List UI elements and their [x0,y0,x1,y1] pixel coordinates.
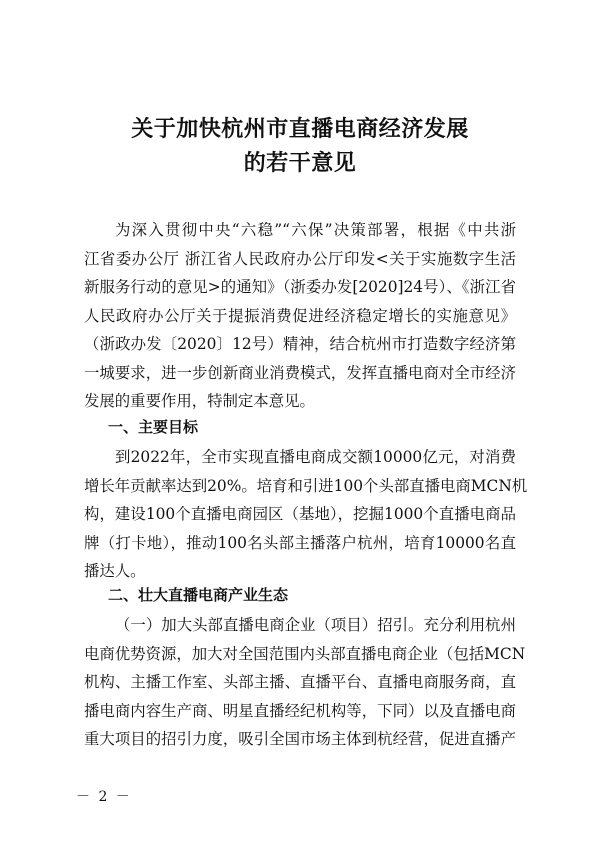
section-heading-industry-ecosystem: 二、壮大直播电商产业生态 [108,586,289,604]
paragraph-line: 播达人。 [84,562,146,580]
intro-line: 江省委办公厅 浙江省人民政府办公厅印发<关于实施数字生活 [84,249,516,268]
section-heading-main-goals: 一、主要目标 [108,418,199,436]
document-title-line-2: 的若干意见 [243,150,357,176]
intro-line: 发展的重要作用，特制定本意见。 [84,392,315,410]
industry-ecosystem-paragraph [84,611,526,754]
paragraph-line: 增长年贡献率达到20%。培育和引进100个头部直播电商MCN机 [84,476,528,495]
paragraph-line: 电商优势资源，加大对全国范围内头部直播电商企业（包括MCN [84,644,526,663]
paragraph-line: 播电商内容生产商、明星直播经纪机构等，下同）以及直播电商 [84,701,516,720]
document-title-line-1: 关于加快杭州市直播电商经济发展 [131,116,469,142]
intro-line: 人民政府办公厅关于提振消费促进经济稳定增长的实施意见》 [84,306,516,325]
paragraph-line: （一）加大头部直播电商企业（项目）招引。充分利用杭州 [115,616,516,634]
paragraph-line: 重大项目的招引力度，吸引全国市场主体到杭经营，促进直播产 [84,730,516,748]
paragraph-line: 构，建设100个直播电商园区（基地），挖掘1000个直播电商品 [84,505,516,523]
page-number: － 2 － [76,789,132,805]
intro-line: 新服务行动的意见>的通知》（浙委办发[2020]24号）、《浙江省 [84,278,516,296]
paragraph-line: 机构、主播工作室、头部主播、直播平台、直播电商服务商，直 [84,673,516,691]
intro-line: 为深入贯彻中央“六稳”“六保”决策部署，根据《中共浙 [115,221,516,239]
paragraph-line: 牌（打卡地），推动100名头部主播落户杭州，培育10000名直 [84,533,516,552]
main-goals-paragraph [84,443,528,586]
intro-line: （浙政办发〔2020〕12号）精神，结合杭州市打造数字经济第 [84,335,516,353]
intro-line: 一城要求，进一步创新商业消费模式，发挥直播电商对全市经济 [84,363,516,382]
paragraph-line: 到2022年，全市实现直播电商成交额10000亿元，对消费 [115,448,516,466]
intro-paragraph [84,216,516,416]
